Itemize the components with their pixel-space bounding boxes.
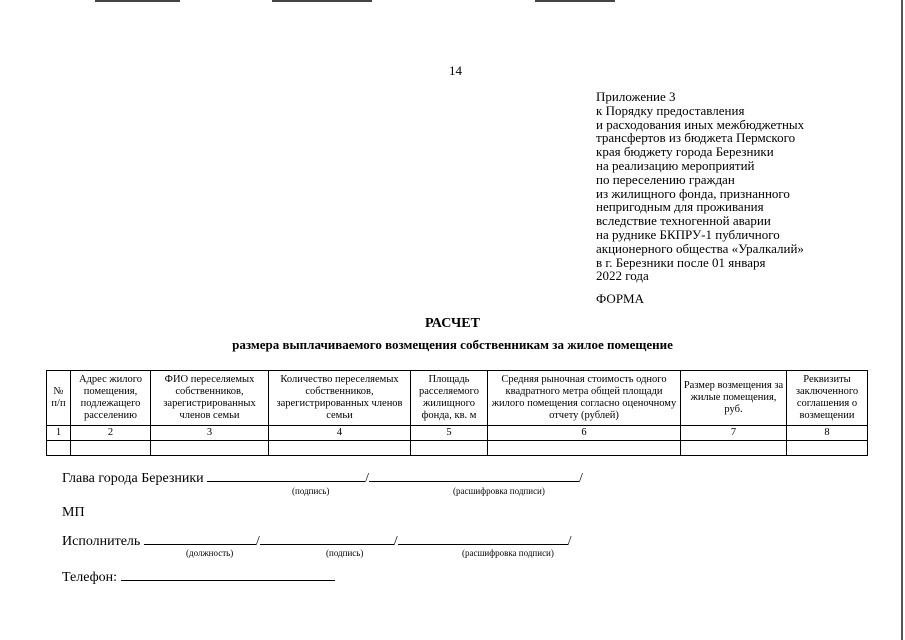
column-number: 7 [681,426,787,441]
table-cell[interactable] [488,441,681,456]
table-header-row [47,371,868,426]
scan-edge-top-left [95,0,180,2]
appendix-line: к Порядку предоставления [596,102,745,118]
appendix-line: акционерного общества «Уралкалий» [596,240,804,256]
column-number: 3 [151,426,269,441]
phone-line [62,568,335,586]
column-header: Адрес жилого помещения, подлежащего расселению [71,371,151,426]
executor-label: Исполнитель [62,534,141,549]
appendix-line: края бюджету города Березники [596,144,774,160]
column-number: 8 [787,426,868,441]
phone-label: Телефон: [62,570,118,585]
table-cell[interactable] [151,441,269,456]
appendix-line: на реализацию мероприятий [596,157,755,173]
executor-signature-field[interactable] [260,532,394,545]
signature-caption: (подпись) [292,486,330,496]
column-header: ФИО переселяемых собственников, зарегистрированных членов семьи [151,371,269,426]
executor-decoding-field[interactable] [398,532,568,545]
appendix-line: Приложение 3 [596,89,676,104]
position-caption: (должность) [186,548,234,558]
appendix-line: трансфертов из бюджета Пермского [596,130,796,146]
column-header: Реквизиты заключенного соглашения о возмещении [787,371,868,426]
column-number: 5 [411,426,488,441]
column-header: Площадь расселяемого жилищного фонда, кв. м [411,371,488,426]
table-cell[interactable] [411,441,488,456]
head-signature-line [62,469,583,487]
appendix-block [596,90,804,283]
form-label: ФОРМА [596,291,644,306]
table-cell[interactable] [71,441,151,456]
column-number: 1 [47,426,71,441]
calculation-table [46,370,868,456]
head-signature-field[interactable] [207,469,365,482]
appendix-line: на руднике БКПРУ-1 публичного [596,226,780,242]
document-subtitle: размера выплачиваемого возмещения собственникам за жилое помещение [232,337,673,352]
appendix-line: по переселению граждан [596,171,735,187]
phone-field[interactable] [121,568,335,581]
column-number: 2 [71,426,151,441]
column-header: Количество переселяемых собственников, зарегистрированных членов семьи [269,371,411,426]
column-number: 4 [269,426,411,441]
separator: / [365,471,370,486]
scan-edge-top-right [535,0,615,2]
decoding-caption: (расшифровка подписи) [453,486,545,496]
appendix-line: вследствие техногенной аварии [596,213,771,229]
table-cell[interactable] [787,441,868,456]
separator: / [567,534,572,549]
table-cell[interactable] [47,441,71,456]
seal-label: МП [62,505,85,520]
appendix-line: в г. Березники после 01 января [596,254,766,270]
executor-position-field[interactable] [144,532,256,545]
separator: / [255,534,260,549]
column-header: Средняя рыночная стоимость одного квадратного метра общей площади жилого помещения согласно оценочному отчету (рублей) [488,371,681,426]
appendix-line: и расходования иных межбюджетных [596,116,805,132]
column-header: Размер возмещения за жилые помещения, руб. [681,371,787,426]
table-cell[interactable] [269,441,411,456]
appendix-line: из жилищного фонда, признанного [596,185,790,201]
column-number-row [47,426,868,441]
scan-edge-top-mid [272,0,372,2]
document-title: РАСЧЕТ [425,316,480,331]
separator: / [393,534,398,549]
separator: / [579,471,583,486]
page-number: 14 [449,63,462,78]
head-decoding-field[interactable] [369,469,579,482]
appendix-line: непригодным для проживания [596,199,764,215]
appendix-line: 2022 года [596,268,649,284]
table-cell[interactable] [681,441,787,456]
executor-signature-caption: (подпись) [326,548,364,558]
executor-decoding-caption: (расшифровка подписи) [462,548,554,558]
empty-table-row [47,441,868,456]
column-header: № п/п [47,371,71,426]
head-label: Глава города Березники [62,471,204,486]
column-number: 6 [488,426,681,441]
